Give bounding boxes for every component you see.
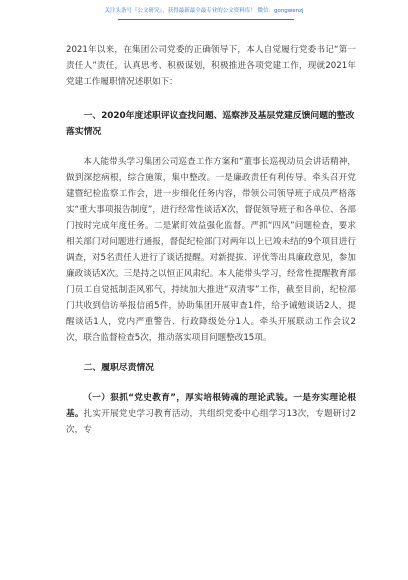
section-1-heading — [66, 108, 356, 140]
top-banner: 关注头条号『公文研究』，获得最新最全最专业的公文资料库！ 微信：gongwenzj — [104, 8, 304, 14]
section-1-paragraph: 本人能带头学习集团公司巡查工作方案和“董事长巡视动员会讲话精神，做到深挖病根，综合施策，集中整改。一是廉政责任有利传导。牵头召开党建暨纪检监察工作会，进一步细化任务内容，带领公司领导班子成员严格落实“重大事项报告制度”，进行经常性谈话X次，督促领导班子和各单位、各部门按时完成年度任务。二是紧盯效益强化监督。严抓“四风”问题检查，要求相关部门对问题进行通报，督促纪检部门对两年以上已竣未结的9个项目进行调查，对5名责任人进行了谈话提醒。对新提拔、评优等出具廉政意见，参加廉政谈话X次。三是持之以恒正风肃纪。本人能带头学习，经常性提醒教育部门员工自觉抵制歪风邪气，持续加大推进“双清零”工作，截至目前，纪检部门共收到信访举报信函5件，协助集团开展审查1件，给予诫勉谈话2人，提醒谈话1人，党内严重警告、行政降级处分1人。牵头开展联动工作会议2次，联合监督检查5次，推动落实项目问题整改15项。 — [66, 157, 356, 343]
intro-paragraph: 2021年以来，在集团公司党委的正确领导下，本人自觉履行党委书记“第一责任人”责任，认真思考、积极谋划，积极推进各项党建工作，现就2021年党建工作履职情况述职如下： — [66, 45, 356, 87]
section-2-heading: 二、履职尽责情况 — [83, 363, 154, 373]
section-1-title: 一、2020年度述职评议查找问题、巡察涉及基层党建反馈问题的整改落实情况 — [66, 111, 355, 137]
section-2-subtitle: （一）狠抓“党史教育”，厚实培根铸魂的理论武装。一是夯实理论根基。 — [66, 393, 356, 419]
document-body — [66, 42, 356, 438]
section-2-paragraph — [66, 390, 356, 438]
section-2-text: 扎实开展党史学习教育活动，共组织党委中心组学习13次，专题研讨2次，专 — [66, 409, 356, 435]
banner-underline — [118, 19, 294, 20]
